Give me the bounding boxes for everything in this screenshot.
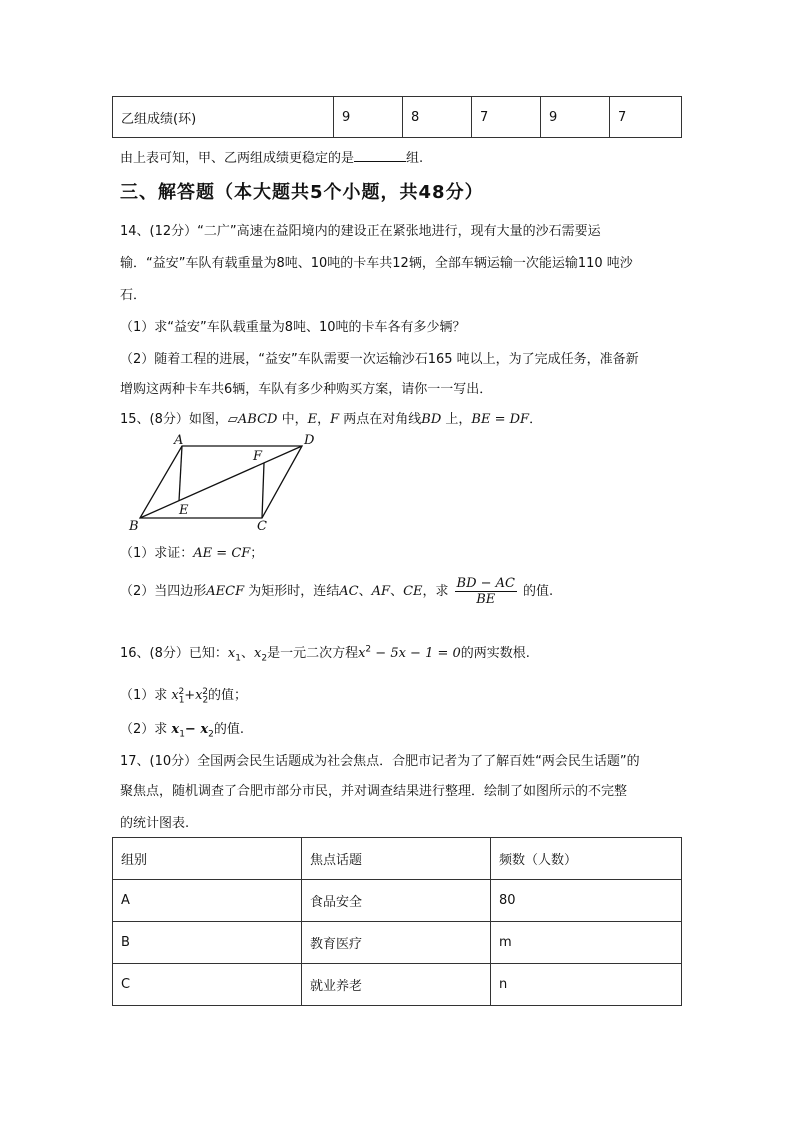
q17-line2: 聚焦点，随机调查了合肥市部分市民，并对调查结果进行整理．绘制了如图所示的不完整 bbox=[120, 784, 628, 799]
table-cell: 教育医疗 bbox=[302, 922, 491, 964]
parallelogram-figure bbox=[126, 432, 326, 536]
label-b: B bbox=[129, 519, 139, 534]
q15-part2-text: ，求 bbox=[422, 584, 449, 599]
q15-point-e: E bbox=[307, 412, 318, 427]
q16-equation: − 5x − 1 = 0 bbox=[371, 646, 461, 661]
q15-part2-text: 、 bbox=[390, 584, 404, 599]
stats-table bbox=[112, 837, 682, 1006]
label-a: A bbox=[174, 433, 184, 448]
q17-line1: 17、(10分）全国两会民生话题成为社会焦点．合肥市记者为了了解百姓“两会民生话题”的 bbox=[120, 754, 640, 769]
var-x: x bbox=[171, 722, 180, 737]
q16-part1-text: 的值； bbox=[207, 688, 247, 703]
q16-stem: 16、(8分）已知：$x_1$、$x_2$是一元二次方程$x^2 - 5x - 1 = 0$的两实数根. bbox=[120, 644, 530, 664]
table-cell: 7 bbox=[472, 97, 541, 138]
fraction bbox=[455, 576, 517, 607]
q15-stem bbox=[120, 408, 542, 427]
label-f: F bbox=[253, 449, 263, 464]
fraction-numerator: BD − AC bbox=[456, 576, 515, 591]
table-cell: 乙组成绩(环) bbox=[113, 97, 334, 138]
var-x: x bbox=[358, 646, 366, 661]
q14-line3: 石． bbox=[120, 288, 147, 303]
conclusion-text: 由上表可知，甲、乙两组成绩更稳定的是 bbox=[120, 151, 355, 166]
table-header-cell: 频数（人数） bbox=[491, 838, 682, 880]
answer-blank bbox=[354, 149, 406, 162]
q16-stem-text: 的两实数根. bbox=[460, 646, 530, 661]
table-cell: C bbox=[113, 964, 302, 1006]
q14-line2: 输．“益安”车队有载重量为8吨、10吨的卡车共12辆，全部车辆运输一次能运输110 吨沙 bbox=[120, 256, 633, 271]
fraction-denominator: BE bbox=[476, 592, 496, 607]
table-cell: 7 bbox=[610, 97, 682, 138]
q14-part2-line1: （2）随着工程的进展，“益安”车队需要一次运输沙石165 吨以上，为了完成任务，准备新 bbox=[120, 352, 639, 367]
q15-stem-text: ． bbox=[529, 412, 543, 427]
table-row bbox=[113, 97, 682, 138]
q15-stem-text: ， bbox=[317, 412, 331, 427]
label-d: D bbox=[304, 433, 315, 448]
conclusion-end: 组. bbox=[406, 151, 424, 166]
q16-stem-text: 是一元二次方程 bbox=[267, 646, 359, 661]
q16-part2: （2）求 $x_1- x_2$的值. bbox=[120, 722, 244, 740]
table-header-row bbox=[113, 838, 682, 880]
q15-condition: BE = DF bbox=[471, 412, 530, 427]
segment-ae bbox=[179, 446, 182, 501]
var-x: x bbox=[253, 646, 262, 661]
q15-stem-text: 15、(8分）如图， bbox=[120, 412, 228, 427]
q15-part1 bbox=[120, 542, 263, 561]
q16-stem-text: 16、(8分）已知： bbox=[120, 646, 228, 661]
q15-part1-text: ； bbox=[250, 546, 264, 561]
var-x: − x bbox=[184, 722, 209, 737]
q15-point-f: F bbox=[330, 412, 340, 427]
q14-part2-line2: 增购这两种卡车共6辆，车队有多少种购买方案，请你一一写出． bbox=[120, 382, 493, 397]
diagonal-bd bbox=[140, 446, 302, 518]
q16-part2-text: （2）求 bbox=[120, 722, 168, 737]
parallelogram-symbol: ▱ bbox=[227, 412, 238, 427]
q14-line1: 14、(12分）“二广”高速在益阳境内的建设正在紧张地进行，现有大量的沙石需要运 bbox=[120, 224, 601, 239]
q16-part1: （1）求 $x_1^2+x_2^2$的值； bbox=[120, 686, 247, 706]
q15-part2 bbox=[120, 576, 553, 607]
q14-part1: （1）求“益安”车队载重量为8吨、10吨的卡车各有多少辆？ bbox=[120, 320, 466, 335]
table-row bbox=[113, 964, 682, 1006]
table-row bbox=[113, 922, 682, 964]
q15-part1-text: （1）求证： bbox=[120, 546, 194, 561]
table-cell: 8 bbox=[403, 97, 472, 138]
q15-seg: AC bbox=[339, 584, 359, 599]
score-table bbox=[112, 96, 682, 138]
q15-diagonal: BD bbox=[421, 412, 442, 427]
q15-part1-equation: AE = CF bbox=[193, 546, 251, 561]
var-x: x bbox=[171, 688, 179, 703]
q15-part2-text: （2）当四边形 bbox=[120, 584, 207, 599]
var-x: +x bbox=[184, 688, 203, 703]
q15-part2-text: 、 bbox=[358, 584, 372, 599]
table-cell: 食品安全 bbox=[302, 880, 491, 922]
table-header-cell: 焦点话题 bbox=[302, 838, 491, 880]
table-header-cell: 组别 bbox=[113, 838, 302, 880]
table-cell: A bbox=[113, 880, 302, 922]
label-c: C bbox=[257, 519, 267, 534]
q16-stem-text: 、 bbox=[240, 646, 254, 661]
q16-part2-text: 的值. bbox=[213, 722, 244, 737]
table-cell: 9 bbox=[541, 97, 610, 138]
conclusion-line bbox=[120, 147, 423, 166]
table-cell: n bbox=[491, 964, 682, 1006]
var-x: x bbox=[227, 646, 236, 661]
q15-seg: AF bbox=[371, 584, 391, 599]
q15-stem-text: 中， bbox=[277, 412, 308, 427]
segment-cf bbox=[262, 463, 264, 518]
q15-part2-text: 为矩形时，连结 bbox=[244, 584, 340, 599]
q15-seg: CE bbox=[403, 584, 423, 599]
q15-stem-text: 两点在对角线 bbox=[339, 412, 422, 427]
table-cell: 80 bbox=[491, 880, 682, 922]
table-cell: 9 bbox=[334, 97, 403, 138]
table-cell: m bbox=[491, 922, 682, 964]
q15-shape-name: ABCD bbox=[237, 412, 278, 427]
section-heading: 三、解答题（本大题共5个小题，共48分） bbox=[120, 182, 484, 203]
q15-quad: AECF bbox=[206, 584, 245, 599]
q17-line3: 的统计图表. bbox=[120, 816, 190, 831]
table-cell: 就业养老 bbox=[302, 964, 491, 1006]
q15-stem-text: 上， bbox=[441, 412, 472, 427]
table-cell: B bbox=[113, 922, 302, 964]
q16-part1-text: （1）求 bbox=[120, 688, 168, 703]
label-e: E bbox=[179, 503, 189, 518]
q15-part2-text: 的值. bbox=[523, 584, 554, 599]
table-row bbox=[113, 880, 682, 922]
